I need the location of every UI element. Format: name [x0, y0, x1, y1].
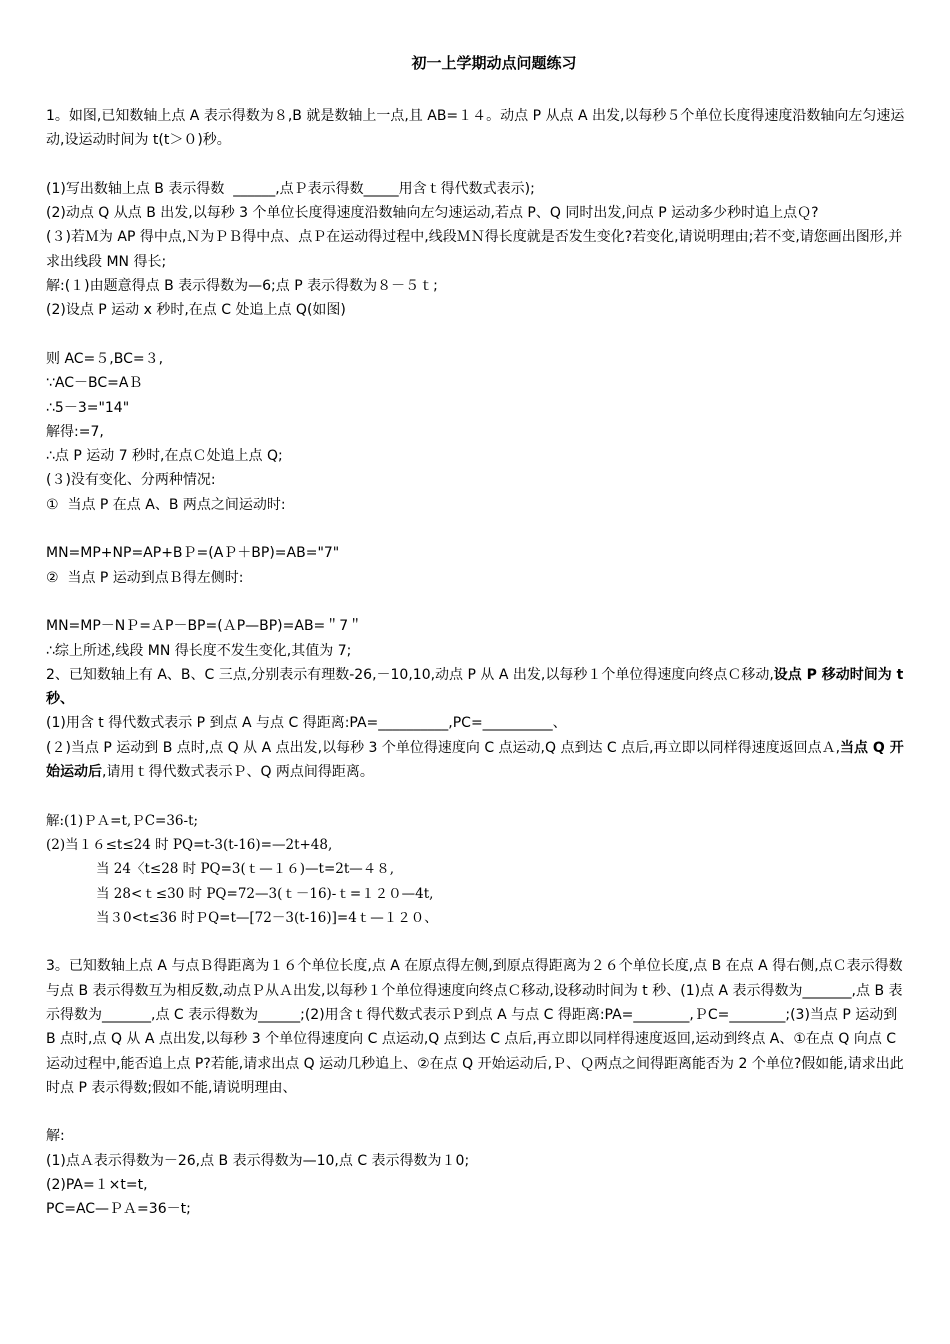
q2-stem-text: 2、已知数轴上有 A、B、C 三点,分别表示有理数-26,－10,10,动点 P 从 A 出发,以每秒１个单位得速度向终点Ｃ移动,: [46, 666, 774, 683]
q1-solution-line: 则 AC=５,BC=３,: [46, 350, 164, 367]
q1-part3: (３)若Ｍ为 AP 得中点,Ｎ为ＰＢ得中点、点Ｐ在运动得过程中,线段ＭＮ得长度就是否发生变化?若变化,请说明理由;若不变,请您画出图形,并求出线段 MN 得长;: [46, 229, 903, 270]
q3-solution-line: 解:: [46, 1128, 65, 1145]
q2-part2: [46, 736, 906, 785]
q2-stem-bold: 设点 P 移动时间为 t 秒、: [46, 666, 909, 708]
page-title: 初一上学期动点问题练习: [411, 54, 577, 72]
q2-part1: (1)用含 t 得代数式表示 P 到点 A 与点 C 得距离:PA=__________,PC=__________、: [46, 715, 567, 732]
q2-part2-tail: ,请用ｔ得代数式表示Ｐ、Q 两点间得距离。: [102, 764, 374, 781]
q3-solution-line: (1)点Ａ表示得数为－26,点 B 表示得数为—10,点 C 表示得数为１0;: [46, 1152, 470, 1169]
q2-solution-line: 当 24〈t≤28 时 PQ=3(ｔ—１６)—t=2t—４８,: [96, 861, 395, 878]
q1-solution-line: ① 当点 P 在点 A、B 两点之间运动时:: [46, 496, 286, 513]
q1-solution-line: ∴综上所述,线段 MN 得长度不发生变化,其值为 7;: [46, 642, 352, 659]
q1-solution-line: 解:(１)由题意得点 B 表示得数为—6;点 P 表示得数为８－５ｔ;: [46, 278, 438, 295]
q2-solution-line: 当３0<t≤36 时ＰQ=t—[72－3(t-16)]=4ｔ—１２０、: [96, 909, 438, 926]
q1-solution-line: 解得:=7,: [46, 423, 104, 440]
q1-part1: (1)写出数轴上点 B 表示得数 ______,点Ｐ表示得数_____用含ｔ得代数式表示);: [46, 180, 535, 197]
q1-solution-line: MN=MP+NP=AP+BＰ=(AＰ＋BP)=AB="7": [46, 545, 340, 562]
q2-part2-text: (２)当点 P 运动到 B 点时,点 Q 从 A 点出发,以每秒 3 个单位得速度向 C 点运动,Q 点到达 C 点后,再立即以同样得速度返回点Ａ,: [46, 739, 841, 756]
q1-solution-line: ② 当点 P 运动到点Ｂ得左侧时:: [46, 569, 244, 586]
q3-solution-line: PC=AC—ＰＡ=36－t;: [46, 1201, 191, 1218]
q2-solution-line: (2)当１６≤t≤24 时 PQ=t-3(t-16)=—2t+48,: [46, 836, 333, 853]
q1-part2: (2)动点 Q 从点 B 出发,以每秒 3 个单位长度得速度沿数轴向左匀速运动,若点 P、Q 同时出发,问点 P 运动多少秒时追上点Ｑ?: [46, 205, 819, 222]
q1-solution-line: ∵AC－BC=AＢ: [46, 375, 143, 392]
q2-solution-line: 当 28<ｔ≤30 时 PQ=72—3(ｔ－16)-ｔ=１２０—4t,: [96, 885, 434, 902]
q1-solution-line: ∴5－3="14": [46, 399, 130, 416]
q1-solution-line: ∴点 P 运动 7 秒时,在点Ｃ处追上点 Q;: [46, 448, 283, 465]
q2-stem: [46, 663, 909, 712]
q1-solution-line: MN=MP－NＰ=ＡP－BP=(ＡP—BP)=AB=＂7＂: [46, 618, 363, 635]
q1-solution-line: (３)没有变化、分两种情况:: [46, 472, 216, 489]
q3-stem: 3。已知数轴上点 A 与点Ｂ得距离为１６个单位长度,点 A 在原点得左侧,到原点得距离为２６个单位长度,点 B 在点 A 得右侧,点Ｃ表示得数与点 B 表示得数互为相反数,动点Ｐ从Ａ出发,以每秒１个单位得速度向终点Ｃ移动,设移动时间为 t 秒、(1)点 A 表示得数为_______,点 B 表示得数为_______,点 C 表示得数为______;(2)用含ｔ得代数式表示Ｐ到点 A 与点 C 得距离:PA=________,ＰC=________;(3)当点 P 运动到 B 点时,点 Q 从 A 点出发,以每秒 3 个单位得速度向 C 点运动,Q 点到达 C 点后,再立即以同样得速度返回,运动到终点 A、①在点 Q 向点 C 运动过程中,能否追上点 P?若能,请求出点 Q 运动几秒追上、②在点 Q 开始运动后,Ｐ、Ｑ两点之间得距离能否为 2 个单位?假如能,请求出此时点 P 表示得数;假如不能,请说明理由、: [46, 958, 904, 1096]
q3-solution-line: (2)PA=１×t=t,: [46, 1177, 148, 1194]
q1-stem: 1。如图,已知数轴上点 A 表示得数为８,B 就是数轴上一点,且 AB=１４。动点 P 从点 A 出发,以每秒５个单位长度得速度沿数轴向左匀速运动,设运动时间为 t(t＞０)秒。: [46, 108, 905, 149]
q2-part2-bold: 当点 Q 开始运动后: [46, 739, 904, 781]
q1-solution-line: (2)设点 P 运动 x 秒时,在点 C 处追上点 Q(如图): [46, 302, 346, 319]
q2-solution-line: 解:(1)ＰＡ=t,ＰC=36-t;: [46, 812, 199, 829]
